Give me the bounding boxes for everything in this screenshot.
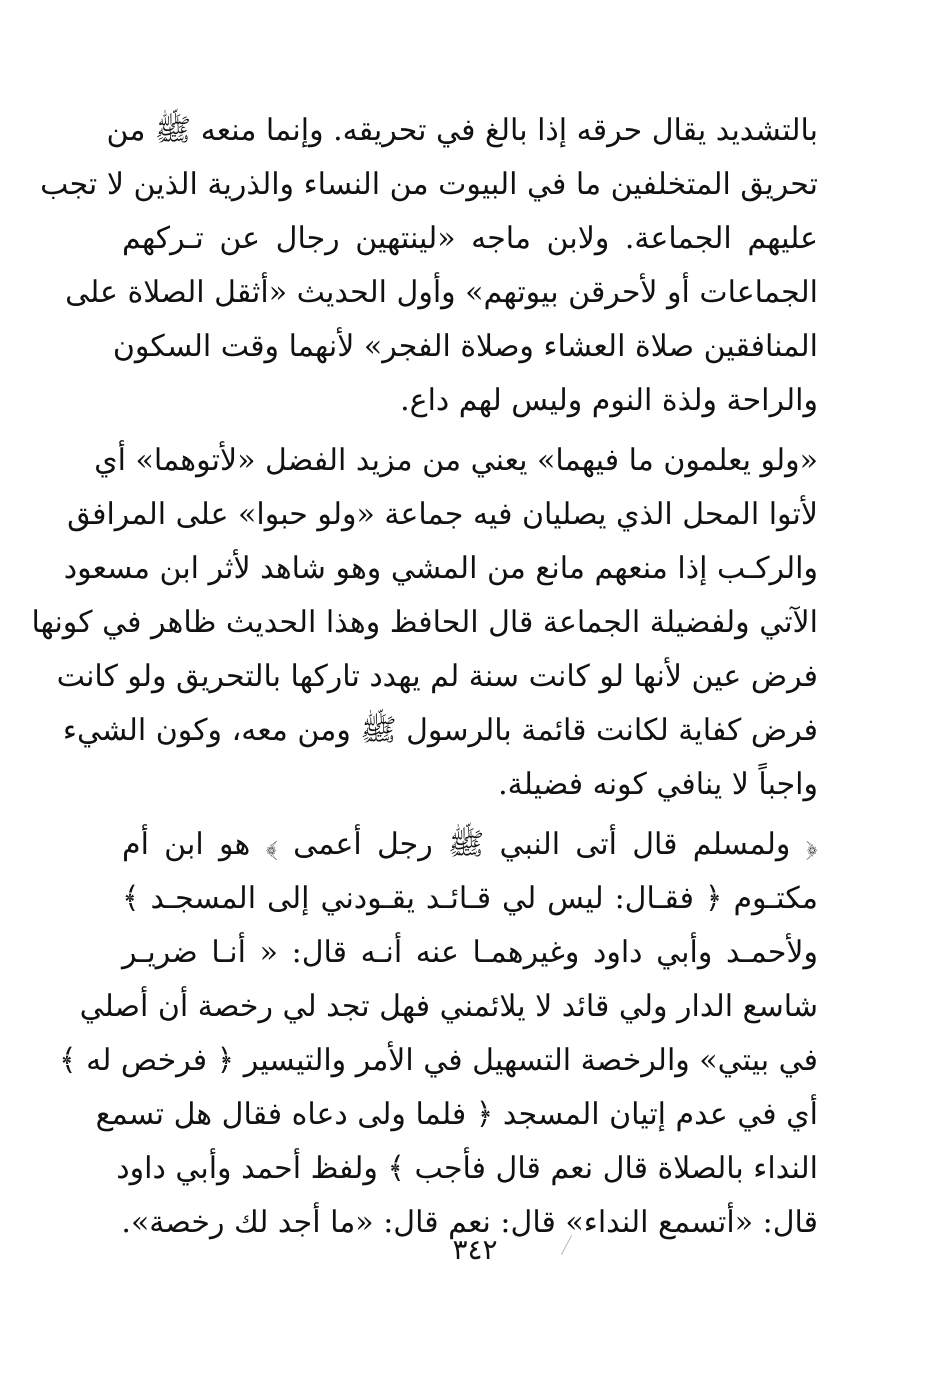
text-line: والراحة ولذة النوم وليس لهم داع. — [400, 383, 818, 418]
text-line: تحريق المتخلفين ما في البيوت من النساء والذرية الذين لا تجب — [40, 167, 818, 202]
paragraph-1 — [40, 104, 818, 428]
text-line: مكتـوم ﴿ فقـال: ليس لي قـائـد يقـودني إلى المسجـد ﴾ — [122, 881, 818, 916]
page-number: ٣٤٢ — [452, 1233, 498, 1266]
text-line: بالتشديد يقال حرقه إذا بالغ في تحريقه. وإنما منعه ﷺ من — [106, 113, 818, 148]
text-line: ولأحمـد وأبي داود وغيرهمـا عنه أنـه قال: « أنـا ضريـر — [122, 935, 818, 970]
paragraph-3 — [59, 818, 818, 1250]
text-line: شاسع الدار ولي قائد لا يلائمني فهل تجد لي رخصة أن أصلي — [79, 989, 818, 1024]
text-line: والركـب إذا منعهم مانع من المشي وهو شاهد لأثر ابن مسعود — [63, 551, 818, 586]
text-line: في بيتي» والرخصة التسهيل في الأمر والتيسير ﴿ فرخص له ﴾ — [59, 1043, 818, 1078]
text-line: ﴿ ولمسلم قال أتى النبي ﷺ رجل أعمى ﴾ هو ابن أم — [122, 827, 818, 862]
text-line: قال: «أتسمع النداء» قال: نعم قال: «ما أجد لك رخصة». — [121, 1205, 818, 1240]
text-line: الجماعات أو لأحرقن بيوتهم» وأول الحديث «أثقل الصلاة على — [65, 275, 818, 310]
text-line: فرض كفاية لكانت قائمة بالرسول ﷺ ومن معه، وكون الشيء — [62, 713, 818, 748]
text-line: «ولو يعلمون ما فيهما» يعني من مزيد الفضل «لأتوهما» أي — [94, 443, 818, 478]
text-line: الآتي ولفضيلة الجماعة قال الحافظ وهذا الحديث ظاهر في كونها — [31, 605, 818, 640]
text-line: لأتوا المحل الذي يصليان فيه جماعة «ولو حبوا» على المرافق — [67, 497, 818, 532]
text-line: واجباً لا ينافي كونه فضيلة. — [498, 767, 818, 802]
paragraph-2 — [31, 434, 818, 812]
text-line: المنافقين صلاة العشاء وصلاة الفجر» لأنهما وقت السكون — [112, 329, 818, 364]
text-line: النداء بالصلاة قال نعم قال فأجب ﴾ ولفظ أحمد وأبي داود — [116, 1151, 818, 1186]
text-line: عليهم الجماعة. ولابن ماجه «لينتهين رجال عن تـركهم — [122, 221, 818, 256]
text-line: أي في عدم إتيان المسجد ﴿ فلما ولى دعاه فقال هل تسمع — [95, 1097, 818, 1132]
text-line: فرض عين لأنها لو كانت سنة لم يهدد تاركها بالتحريق ولو كانت — [56, 659, 818, 694]
